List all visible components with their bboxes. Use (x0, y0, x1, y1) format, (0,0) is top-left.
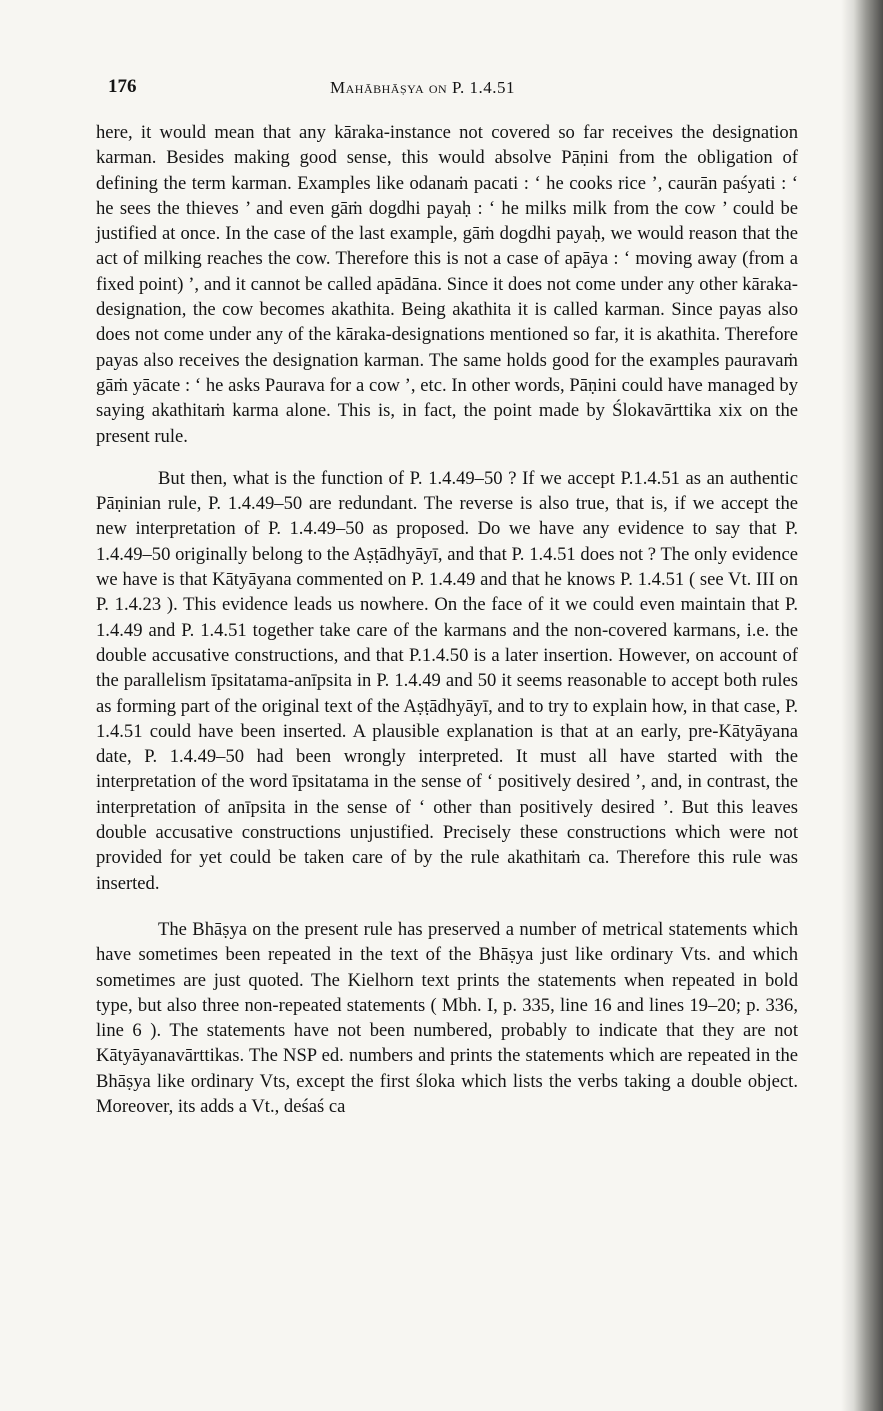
running-head: Mahābhāṣya on P. 1.4.51 (330, 78, 516, 97)
paragraph-3: The Bhāṣya on the present rule has preserved a number of metrical statements which have sometimes been repeated in the text of the Bhāṣya just like ordinary Vts. and which sometimes are just quoted. The Kielhorn text prints the statements when repeated in bold type, but also three non-repeated statements ( Mbh. I, p. 335, line 16 and lines 19–20; p. 336, line 6 ). The statements have not been numbered, probably to indicate that they are not Kātyāyanavārttikas. The NSP ed. numbers and prints the statements which are repeated in the Bhāṣya like ordinary Vts, except the first śloka which lists the verbs taking a double object. Moreover, its adds a Vt., deśaś ca (96, 918, 798, 1117)
page-number: 176 (108, 76, 137, 97)
scanned-page-edge-shadow (841, 0, 883, 1411)
body-text (96, 120, 798, 1119)
paragraph-1: here, it would mean that any kāraka-instance not covered so far receives the designation karman. Besides making good sense, this would absolve Pāṇini from the obligation of defining the term karman. Examples like odanaṁ pacati : ‘ he cooks rice ’, caurān paśyati : ‘ he sees the thieves ’ and even gāṁ dogdhi payaḥ : ‘ he milks milk from the cow ’ could be justified at once. In the case of the last example, gāṁ dogdhi payaḥ, we would reason that the act of milking reaches the cow. Therefore this is not a case of apāya : ‘ moving away (from a fixed point) ’, and it cannot be called apādāna. Since it does not come under any other kāraka-designation, the cow becomes akathita. Being akathita it is called karman. Since payas also does not come under any of the kāraka-designations mentioned so far, it is akathita. Therefore payas also receives the designation karman. The same holds good for the examples pauravaṁ gāṁ yācate : ‘ he asks Paurava for a cow ’, etc. In other words, Pāṇini could have managed by saying akathitaṁ karma alone. This is, in fact, the point made by Ślokavārttika xix on the present rule. (96, 122, 798, 447)
paragraph-2: But then, what is the function of P. 1.4.49–50 ? If we accept P.1.4.51 as an authentic Pāṇinian rule, P. 1.4.49–50 are redundant. The reverse is also true, that is, if we accept the new interpretation of P. 1.4.49–50 as proposed. Do we have any evidence to say that P. 1.4.49–50 originally belong to the Aṣṭādhyāyī, and that P. 1.4.51 does not ? The only evidence we have is that Kātyāyana commented on P. 1.4.49 and that he knows P. 1.4.51 ( see Vt. III on P. 1.4.23 ). This evidence leads us nowhere. On the face of it we could even maintain that P. 1.4.49 and P. 1.4.51 together take care of the karmans and the non-covered karmans, i.e. the double accusative constructions, and that P.1.4.50 is a later insertion. However, on account of the parallelism īpsitatama-anīpsita in P. 1.4.49 and 50 it seems reasonable to accept both rules as forming part of the original text of the Aṣṭādhyāyī, and to try to explain how, in that case, P. 1.4.51 could have been inserted. A plausible explanation is that at an early, pre-Kātyāyana date, P. 1.4.49–50 had been wrongly interpreted. It must all have started with the interpretation of the word īpsitatama in the sense of ‘ positively desired ’, and, in contrast, the interpretation of anīpsita in the sense of ‘ other than positively desired ’. But this leaves double accusative constructions unjustified. Precisely these constructions which were not provided for yet could be taken care of by the rule akathitaṁ ca. Therefore this rule was inserted. (96, 467, 798, 894)
page-header (108, 76, 798, 100)
